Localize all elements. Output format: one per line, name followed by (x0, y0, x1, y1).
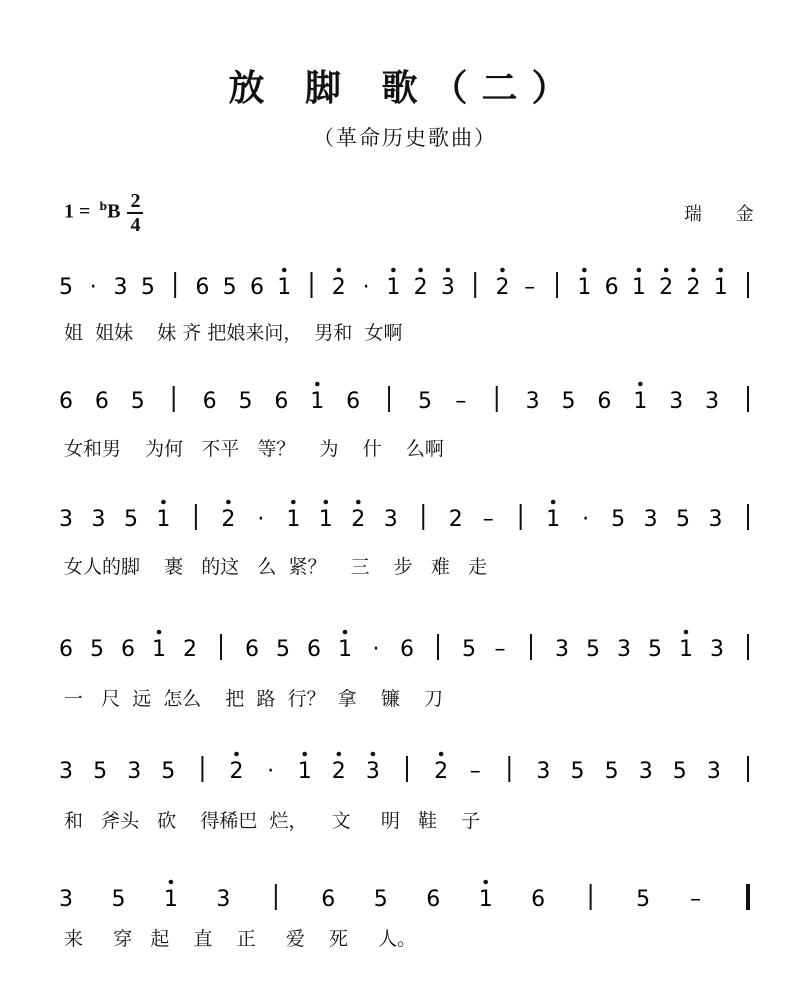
note: 5 (111, 887, 126, 912)
note: 3 (91, 507, 106, 532)
note: 5 (222, 275, 237, 300)
note: 6 (274, 389, 289, 414)
note: 1 (546, 507, 561, 532)
note: 2 (331, 759, 346, 784)
dash-mark: – (690, 887, 702, 912)
note: 3 (216, 887, 231, 912)
high-octave-dot (500, 268, 505, 273)
note: 2 (331, 275, 346, 300)
note: 6 (531, 887, 546, 912)
note: 6 (426, 887, 441, 912)
note: 1 (310, 389, 325, 414)
note: 5 (417, 389, 432, 414)
high-octave-dot (371, 752, 376, 757)
note: 2 (448, 507, 463, 532)
note: 2 (434, 759, 449, 784)
high-octave-dot (446, 268, 451, 273)
note: 2 (495, 275, 510, 300)
note: 3 (638, 759, 653, 784)
note: 3 (59, 507, 73, 532)
lyrics-line-4: 一 尺 远 怎么 把 路 行？ 拿 镰 刀 (64, 688, 443, 710)
note: 3 (383, 507, 398, 532)
high-octave-dot (226, 500, 231, 505)
note: 6 (597, 389, 612, 414)
note: 1 (713, 275, 728, 300)
high-octave-dot (691, 268, 696, 273)
note: 3 (525, 389, 540, 414)
dot-mark: · (89, 275, 97, 300)
note: 1 (631, 275, 646, 300)
note: 2 (351, 507, 366, 532)
key-note: B (107, 200, 121, 223)
note: 2 (221, 507, 236, 532)
note: 5 (59, 275, 73, 300)
note: 5 (161, 759, 176, 784)
note: 6 (249, 275, 264, 300)
lyrics-line-6: 来 穿 起 直 正 爱 死 人。 (64, 928, 417, 950)
note: 6 (121, 637, 135, 662)
note: 5 (570, 759, 585, 784)
high-octave-dot (664, 268, 669, 273)
dash-mark: – (482, 507, 494, 532)
high-octave-dot (324, 500, 329, 505)
dot-mark: · (372, 637, 380, 662)
note: 3 (127, 759, 142, 784)
note: 5 (462, 637, 476, 662)
note: 6 (195, 275, 210, 300)
note: 2 (183, 637, 197, 662)
note: 5 (130, 389, 145, 414)
note: 3 (555, 637, 569, 662)
lyrics-line-1: 姐 姐妹 妹 齐 把娘来问， 男和 女啊 (64, 322, 403, 344)
note: 3 (708, 507, 723, 532)
high-octave-dot (356, 500, 361, 505)
note: 2 (413, 275, 428, 300)
composer-credit: 瑞 金 (684, 204, 768, 225)
note: 5 (611, 507, 626, 532)
dot-mark: · (362, 275, 370, 300)
note: 5 (93, 759, 108, 784)
note: 5 (676, 507, 691, 532)
note: 3 (705, 389, 720, 414)
high-octave-dot (315, 382, 320, 387)
song-subtitle: （革命历史歌曲） (313, 126, 497, 150)
note: 1 (679, 637, 693, 662)
note: 2 (686, 275, 701, 300)
note: 6 (94, 389, 109, 414)
lyrics-line-2: 女和男 为何 不平 等？ 为 什 么啊 (64, 438, 444, 460)
note: 5 (586, 637, 600, 662)
high-octave-dot (439, 752, 444, 757)
high-octave-dot (638, 382, 643, 387)
note: 1 (152, 637, 166, 662)
note: 6 (59, 637, 73, 662)
high-octave-dot (718, 268, 723, 273)
note: 5 (373, 887, 388, 912)
note: 3 (710, 637, 724, 662)
note: 1 (163, 887, 178, 912)
song-title: 放 脚 歌（二） (228, 67, 582, 109)
lyrics-line-3: 女人的脚 裹 的这 么 紧？ 三 步 难 走 (64, 556, 488, 578)
note: 1 (633, 389, 648, 414)
note: 1 (478, 887, 493, 912)
note: 5 (276, 637, 290, 662)
high-octave-dot (302, 752, 307, 757)
note: 3 (440, 275, 455, 300)
note: 3 (536, 759, 551, 784)
note: 2 (229, 759, 244, 784)
note: 3 (706, 759, 721, 784)
high-octave-dot (157, 630, 162, 635)
high-octave-dot (337, 268, 342, 273)
note: 1 (338, 637, 352, 662)
note: 6 (202, 389, 217, 414)
high-octave-dot (282, 268, 287, 273)
high-octave-dot (582, 268, 587, 273)
note: 3 (113, 275, 128, 300)
note: 1 (297, 759, 312, 784)
note: 5 (636, 887, 651, 912)
note: 1 (577, 275, 592, 300)
high-octave-dot (291, 500, 296, 505)
dot-mark: · (582, 507, 590, 532)
high-octave-dot (234, 752, 239, 757)
note: 5 (672, 759, 687, 784)
high-octave-dot (483, 880, 488, 885)
note: 3 (669, 389, 684, 414)
high-octave-dot (637, 268, 642, 273)
high-octave-dot (161, 500, 166, 505)
dot-mark: · (257, 507, 265, 532)
high-octave-dot (684, 630, 689, 635)
note: 3 (365, 759, 380, 784)
note: 3 (59, 759, 73, 784)
note: 6 (59, 389, 73, 414)
note: 5 (648, 637, 662, 662)
dash-mark: – (494, 637, 506, 662)
note: 2 (659, 275, 674, 300)
dash-mark: – (524, 275, 536, 300)
note: 5 (238, 389, 253, 414)
time-signature-bottom: 4 (130, 214, 141, 236)
high-octave-dot (337, 752, 342, 757)
note: 1 (277, 275, 292, 300)
note: 5 (140, 275, 155, 300)
note: 1 (286, 507, 301, 532)
time-signature-top: 2 (127, 190, 143, 214)
high-octave-dot (551, 500, 556, 505)
note: 1 (318, 507, 333, 532)
note: 3 (617, 637, 631, 662)
high-octave-dot (169, 880, 174, 885)
note: 1 (386, 275, 401, 300)
note: 3 (59, 887, 73, 912)
dash-mark: – (455, 389, 467, 414)
note: 3 (643, 507, 658, 532)
high-octave-dot (418, 268, 423, 273)
flat-sign: b (99, 199, 108, 213)
note: 5 (604, 759, 619, 784)
note: 6 (321, 887, 336, 912)
note: 5 (90, 637, 104, 662)
note: 5 (123, 507, 138, 532)
key-prefix: 1 = (64, 200, 96, 223)
note: 6 (307, 637, 321, 662)
lyrics-line-5: 和 斧头 砍 得稀巴 烂， 文 明 鞋 子 (64, 810, 481, 832)
note: 1 (156, 507, 171, 532)
high-octave-dot (343, 630, 348, 635)
dash-mark: – (469, 759, 481, 784)
note: 6 (245, 637, 259, 662)
note: 6 (400, 637, 414, 662)
dot-mark: · (267, 759, 275, 784)
note: 5 (561, 389, 576, 414)
high-octave-dot (391, 268, 396, 273)
note: 6 (604, 275, 619, 300)
note: 6 (346, 389, 361, 414)
